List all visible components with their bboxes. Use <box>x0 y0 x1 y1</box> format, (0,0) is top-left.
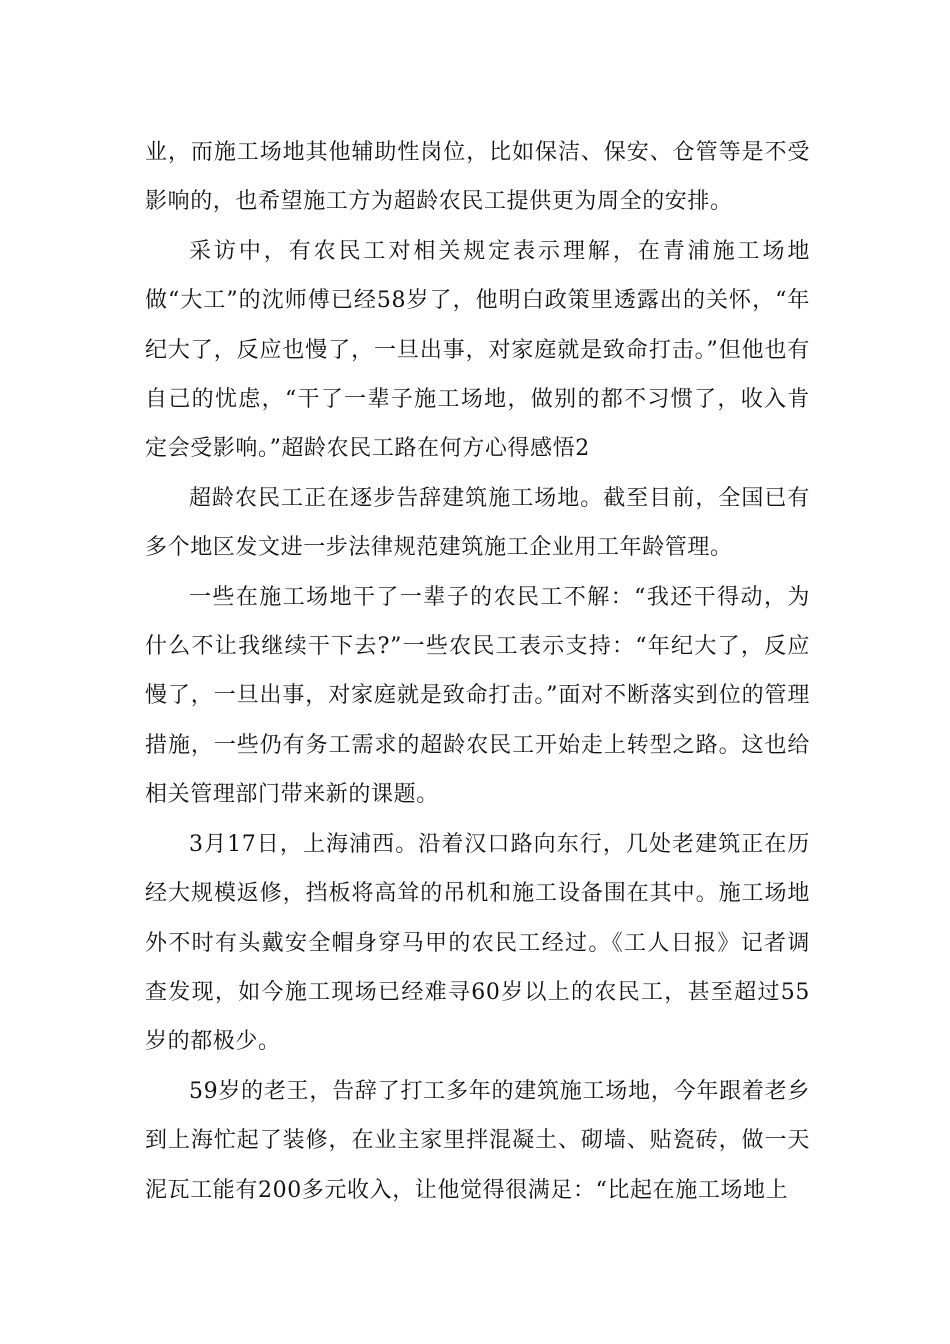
document-body <box>145 128 810 1215</box>
paragraph-interview: 采访中，有农民工对相关规定表示理解，在青浦施工场地做“大工”的沈师傅已经58岁了，他明白政策里透露出的关怀，“年纪大了，反应也慢了，一旦出事，对家庭就是致命打击。”但他也有自己的忧虑，“干了一辈子施工场地，做别的都不习惯了，收入肯定会受影响。”超龄农民工路在何方心得感悟2 <box>145 238 810 462</box>
paragraph-shanghai-report: 3月17日，上海浦西。沿着汉口路向东行，几处老建筑正在历经大规模返修，挡板将高耸的吊机和施工设备围在其中。施工场地外不时有头戴安全帽身穿马甲的农民工经过。《工人日报》记者调查发现，如今施工现场已经难寻60岁以上的农民工，甚至超过55岁的都极少。 <box>145 831 810 1055</box>
paragraph-continuation: 业，而施工场地其他辅助性岗位，比如保洁、保安、仓管等是不受影响的，也希望施工方为超龄农民工提供更为周全的安排。 <box>145 140 810 215</box>
paragraph-opinions: 一些在施工场地干了一辈子的农民工不解：“我还干得动，为什么不让我继续干下去?”一些农民工表示支持：“年纪大了，反应慢了，一旦出事，对家庭就是致命打击。”面对不断落实到位的管理措施，一些仍有务工需求的超龄农民工开始走上转型之路。这也给相关管理部门带来新的课题。 <box>145 584 810 808</box>
paragraph-lao-wang: 59岁的老王，告辞了打工多年的建筑施工场地，今年跟着老乡到上海忙起了装修，在业主家里拌混凝土、砌墙、贴瓷砖，做一天泥瓦工能有200多元收入，让他觉得很满足：“比起在施工场地上 <box>145 1078 810 1203</box>
paragraph-leaving-sites: 超龄农民工正在逐步告辞建筑施工场地。截至目前，全国已有多个地区发文进一步法律规范建筑施工企业用工年龄管理。 <box>145 485 810 561</box>
